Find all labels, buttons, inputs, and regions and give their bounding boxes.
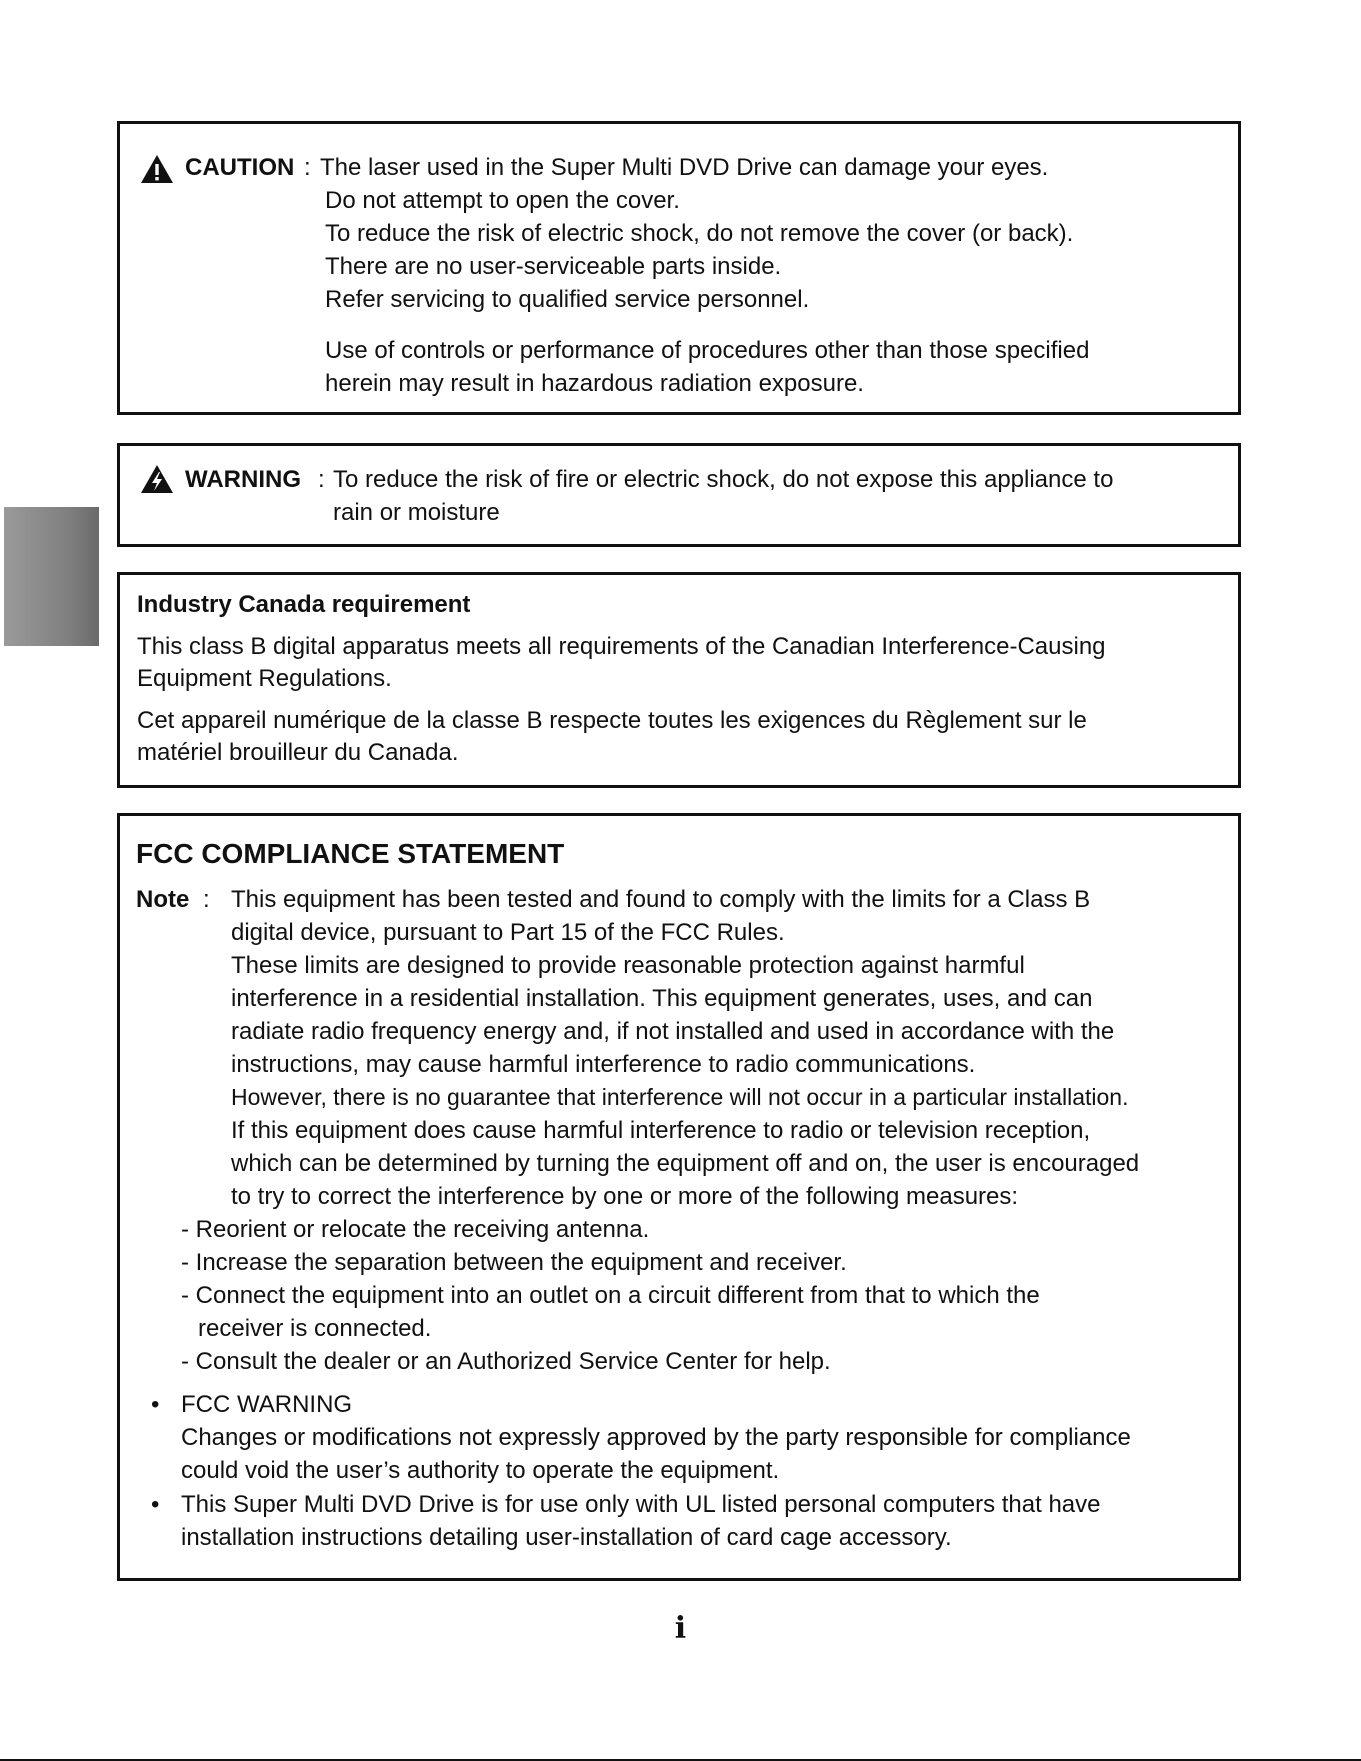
industry-canada-heading: Industry Canada requirement [137,591,471,618]
warning-box [117,443,1241,547]
caution-line: To reduce the risk of electric shock, do not remove the cover (or back). [325,220,1074,247]
fcc-note-line: radiate radio frequency energy and, if not installed and used in accordance with the [231,1018,1115,1045]
fcc-note-separator: : [203,886,210,913]
section-tab-marker [4,507,99,646]
bullet-marker: • [151,1491,160,1518]
caution-line: There are no user-serviceable parts inside. [325,253,782,280]
fcc-note-line: digital device, pursuant to Part 15 of the FCC Rules. [231,919,785,946]
warning-separator: : [318,466,325,493]
caution-label: CAUTION [185,154,295,181]
warning-label: WARNING [185,466,301,493]
industry-canada-french-line: Cet appareil numérique de la classe B respecte toutes les exigences du Règlement sur le [137,707,1087,734]
fcc-note-line: These limits are designed to provide reasonable protection against harmful [231,952,1025,979]
fcc-note-line: If this equipment does cause harmful interference to radio or television reception, [231,1117,1091,1144]
caution-box [117,121,1241,415]
fcc-note-line: instructions, may cause harmful interference to radio communications. [231,1051,976,1078]
industry-canada-english-line: This class B digital apparatus meets all requirements of the Canadian Interference-Causing [137,633,1106,660]
fcc-note-line: However, there is no guarantee that interference will not occur in a particular installation. [231,1084,1129,1110]
industry-canada-box [117,572,1241,788]
caution-line: Do not attempt to open the cover. [325,187,680,214]
fcc-note-line: which can be determined by turning the equipment off and on, the user is encouraged [231,1150,1140,1177]
caution-extra-line: herein may result in hazardous radiation exposure. [325,370,864,397]
fcc-measure: - Reorient or relocate the receiving antenna. [181,1216,650,1243]
fcc-compliance-box [117,813,1241,1581]
warning-line: rain or moisture [333,499,500,526]
fcc-note-line: interference in a residential installation. This equipment generates, uses, and can [231,985,1093,1012]
fcc-bullet-line: could void the user’s authority to operate the equipment. [181,1457,780,1484]
fcc-measure: - Connect the equipment into an outlet on a circuit different from that to which the [181,1282,1040,1309]
caution-separator: : [304,154,311,181]
warning-shock-triangle-icon [140,464,174,494]
fcc-bullet-line: installation instructions detailing user-installation of card cage accessory. [181,1524,952,1551]
caution-line: Refer servicing to qualified service personnel. [325,286,810,313]
fcc-bullet-line: FCC WARNING [181,1391,353,1418]
caution-line: The laser used in the Super Multi DVD Drive can damage your eyes. [320,154,1049,181]
fcc-measure: receiver is connected. [198,1315,432,1342]
caution-triangle-icon [140,154,174,184]
caution-extra-line: Use of controls or performance of procedures other than those specified [325,337,1090,364]
warning-line: To reduce the risk of fire or electric shock, do not expose this appliance to [333,466,1114,493]
fcc-note-line: This equipment has been tested and found to comply with the limits for a Class B [231,886,1091,913]
fcc-measure: - Consult the dealer or an Authorized Service Center for help. [181,1348,831,1375]
fcc-bullet-line: This Super Multi DVD Drive is for use only with UL listed personal computers that have [181,1491,1101,1518]
bullet-marker: • [151,1391,160,1418]
industry-canada-french-line: matériel brouilleur du Canada. [137,739,459,766]
industry-canada-english-line: Equipment Regulations. [137,665,392,692]
fcc-note-line: to try to correct the interference by one or more of the following measures: [231,1183,1019,1210]
fcc-note-label: Note [136,886,190,913]
fcc-measure: - Increase the separation between the equipment and receiver. [181,1249,847,1276]
page-number: i [674,1611,687,1646]
fcc-heading: FCC COMPLIANCE STATEMENT [136,838,565,869]
fcc-bullet-line: Changes or modifications not expressly approved by the party responsible for compliance [181,1424,1131,1451]
